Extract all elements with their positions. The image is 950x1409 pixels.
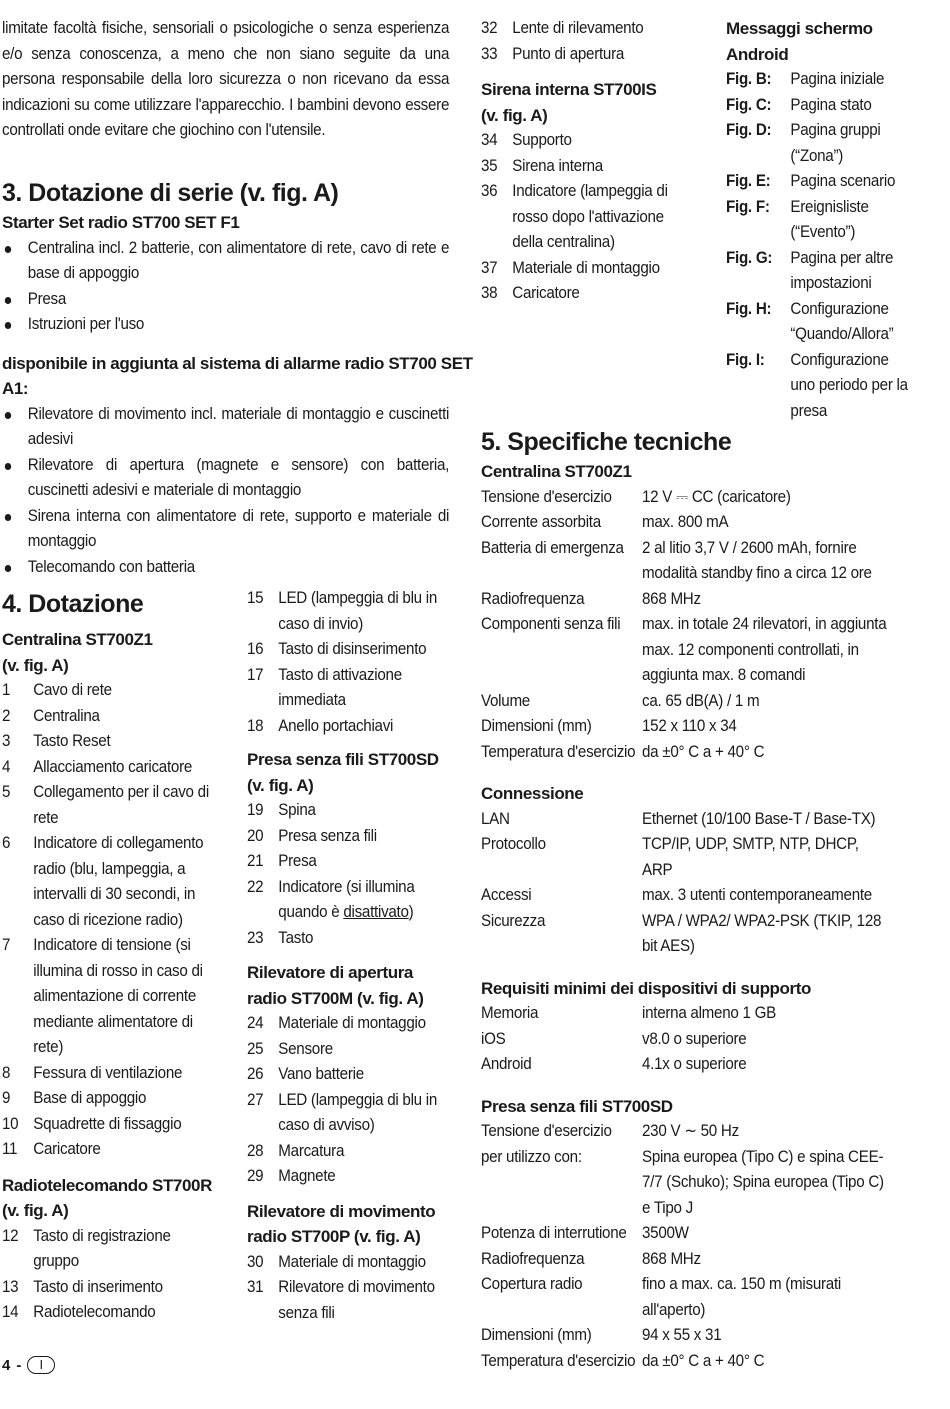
android-fig-item (726, 67, 910, 93)
spec-value: 12 V ⎓ CC (caricatore) (642, 487, 791, 506)
numbered-item (247, 663, 459, 714)
numbered-item (247, 1250, 459, 1276)
numbered-item (2, 678, 214, 704)
spec-row (481, 807, 890, 833)
parts-group (247, 960, 477, 1190)
list-item: Rilevatore di movimento incl. materiale di montaggio e cuscinetti adesivi (2, 402, 449, 453)
spec-value: 230 V ∼ 50 Hz (642, 1122, 739, 1140)
fig-description: Pagina per altre impostazioni (790, 248, 894, 292)
item-text: LED (lampeggia di blu in caso di avviso) (278, 1090, 438, 1134)
spec-value: 4.1x o superiore (642, 1055, 747, 1073)
spec-value: Spina europea (Tipo C) e spina CEE-7/7 (Schuko); Spina europea (Tipo C) e Tipo J (642, 1147, 884, 1217)
item-text: Cavo di rete (33, 681, 112, 699)
section-5 (481, 425, 926, 1374)
item-text: LED (lampeggia di blu in caso di invio) (278, 589, 438, 633)
spec-key: Sicurezza (481, 911, 546, 930)
item-text: Tasto di inserimento (33, 1277, 163, 1296)
item-number: 35 (481, 156, 498, 175)
spec-key: Dimensioni (mm) (481, 717, 592, 735)
spec-row (481, 689, 890, 715)
section-4-right-groups (481, 77, 711, 307)
android-fig-item (726, 297, 910, 348)
spec-value: v8.0 o superiore (642, 1029, 747, 1048)
item-number: 16 (247, 640, 264, 658)
section-4-right-list (481, 16, 711, 67)
spec-row (481, 1349, 890, 1375)
spec-value: 94 x 55 x 31 (642, 1326, 722, 1344)
item-text: Magnete (278, 1167, 336, 1185)
spec-value: max. 800 mA (642, 513, 729, 531)
numbered-item (2, 1137, 214, 1163)
item-text: Tasto (278, 928, 314, 947)
spec-value: da ±0° C a + 40° C (642, 1351, 765, 1370)
spec-group-title: Presa senza fili ST700SD (481, 1096, 673, 1116)
spec-key: Radiofrequenza (481, 1249, 585, 1268)
android-fig-item (726, 246, 910, 297)
fig-label: Fig. E: (726, 172, 771, 190)
item-text: Tasto di registrazione gruppo (33, 1226, 171, 1270)
fig-description: Configurazione “Quando/Allora” (790, 299, 894, 343)
item-number: 34 (481, 131, 498, 149)
parts-group (247, 1199, 477, 1327)
fig-label: Fig. H: (726, 299, 772, 318)
section-4-title: 4. Dotazione (2, 590, 144, 618)
item-number: 25 (247, 1039, 264, 1058)
item-text: Indicatore di tensione (si illumina di rosso in caso di alimentazione di corrente mediante alimentatore di rete) (33, 936, 203, 1056)
fig-description: Pagina stato (790, 95, 872, 114)
spec-row (481, 587, 890, 613)
spec-row (481, 1272, 890, 1323)
fig-description: Pagina iniziale (790, 70, 885, 88)
numbered-item (247, 714, 459, 740)
spec-row (481, 1001, 890, 1027)
group-title: Sirena interna ST700IS (v. fig. A) (481, 80, 657, 125)
item-number: 23 (247, 928, 264, 947)
spec-key: Potenza di interrutione (481, 1224, 627, 1242)
spec-key: per utilizzo con: (481, 1147, 582, 1166)
numbered-item (481, 16, 693, 42)
section-4-left (2, 587, 232, 1326)
item-number: 1 (2, 681, 11, 699)
footer-separator: - (16, 1356, 22, 1374)
spec-value: WPA / WPA2/ WPA2-PSK (TKIP, 128 bit AES) (642, 911, 882, 955)
item-number: 18 (247, 716, 264, 735)
numbered-item (2, 1275, 214, 1301)
android-fig-item (726, 169, 910, 195)
item-text: Supporto (512, 131, 572, 149)
spec-row (481, 510, 890, 536)
list-item: Centralina incl. 2 batterie, con alimentatore di rete, cavo di rete e base di appoggio (2, 236, 449, 287)
item-number: 36 (481, 182, 498, 200)
spec-row (481, 536, 890, 587)
item-text: Sensore (278, 1039, 333, 1058)
numbered-item (2, 831, 214, 933)
spec-group (481, 1094, 926, 1375)
fig-label: Fig. F: (726, 197, 770, 216)
fig-description: Pagina scenario (790, 172, 896, 190)
spec-key: Componenti senza fili (481, 615, 621, 633)
spec-key: Accessi (481, 886, 532, 904)
item-text: Tasto di attivazione immediata (278, 665, 402, 709)
fig-label: Fig. G: (726, 248, 773, 267)
numbered-item (481, 128, 693, 154)
spec-group (481, 976, 926, 1078)
spec-row (481, 1145, 890, 1222)
list-item: Istruzioni per l'uso (2, 312, 449, 338)
spec-key: Dimensioni (mm) (481, 1326, 592, 1344)
spec-groups (481, 459, 926, 1374)
numbered-item (2, 1061, 214, 1087)
spec-value: interna almeno 1 GB (642, 1004, 776, 1022)
fig-description: Configurazione uno periodo per la presa (790, 350, 908, 420)
spec-key: Memoria (481, 1004, 539, 1022)
item-number: 3 (2, 732, 11, 750)
spec-value: da ±0° C a + 40° C (642, 742, 765, 761)
item-text: Caricatore (512, 284, 580, 302)
starter-set-title: Starter Set radio ST700 SET F1 (2, 213, 240, 232)
spec-key: Temperatura d'esercizio (481, 1351, 636, 1370)
numbered-item (2, 1112, 214, 1138)
spec-row (481, 740, 890, 766)
item-number: 31 (247, 1278, 264, 1296)
item-text: Presa senza fili (278, 826, 377, 845)
spec-row (481, 1027, 890, 1053)
numbered-item (247, 824, 459, 850)
numbered-item (2, 704, 214, 730)
item-number: 30 (247, 1252, 264, 1271)
numbered-item (247, 1088, 459, 1139)
group-title: Presa senza fili ST700SD (v. fig. A) (247, 750, 439, 795)
numbered-item (247, 1062, 459, 1088)
underlined-text: disattivato (343, 903, 409, 921)
spec-row (481, 909, 890, 960)
android-fig-item (726, 118, 910, 169)
item-number: 12 (2, 1226, 19, 1245)
item-text: Base di appoggio (33, 1089, 147, 1107)
spec-row (481, 1247, 890, 1273)
item-text: Materiale di montaggio (278, 1014, 426, 1032)
spec-row (481, 1221, 890, 1247)
list-item: Presa (2, 287, 449, 313)
section-4-mid (247, 586, 477, 1326)
item-text: Spina (278, 801, 316, 819)
item-number: 7 (2, 936, 11, 954)
group-title: Radiotelecomando ST700R (v. fig. A) (2, 1175, 212, 1220)
numbered-item (247, 798, 459, 824)
item-number: 27 (247, 1090, 264, 1109)
spec-value: TCP/IP, UDP, SMTP, NTP, DHCP, ARP (642, 835, 859, 879)
page-number: 4 (2, 1356, 11, 1374)
spec-key: Volume (481, 691, 530, 710)
item-number: 8 (2, 1063, 11, 1082)
item-text: Marcatura (278, 1141, 345, 1160)
spec-row (481, 832, 890, 883)
item-number: 10 (2, 1114, 19, 1133)
android-messages (726, 16, 926, 424)
item-text: Tasto Reset (33, 732, 111, 750)
spec-row (481, 1323, 890, 1349)
section-4-right (481, 16, 711, 307)
item-number: 2 (2, 706, 11, 725)
list-item: Telecomando con batteria (2, 555, 449, 581)
spec-value: 2 al litio 3,7 V / 2600 mAh, fornire modalità standby fino a circa 12 ore (642, 538, 872, 582)
numbered-item (2, 1086, 214, 1112)
item-number: 17 (247, 665, 264, 684)
numbered-item (2, 1300, 214, 1326)
spec-key: Corrente assorbita (481, 513, 601, 531)
spec-value: Ethernet (10/100 Base-T / Base-TX) (642, 809, 876, 828)
extra-set-list (2, 402, 449, 581)
spec-group-title: Centralina ST700Z1 (481, 462, 632, 481)
spec-key: Tensione d'esercizio (481, 1122, 612, 1140)
android-figs (726, 67, 910, 424)
numbered-item (247, 926, 459, 952)
spec-row (481, 485, 890, 511)
extra-set-title: disponibile in aggiunta al sistema di allarme radio ST700 SET A1: (2, 353, 473, 398)
item-number: 26 (247, 1065, 264, 1083)
spec-row (481, 1119, 890, 1145)
item-text: Presa (278, 852, 317, 870)
item-text: Indicatore di collegamento radio (blu, lampeggia, a intervalli di 30 secondi, in caso di ricezione radio) (33, 834, 204, 929)
numbered-item (481, 154, 693, 180)
numbered-item (2, 780, 214, 831)
item-text: Radiotelecomando (33, 1303, 156, 1321)
item-text: Centralina (33, 706, 100, 725)
numbered-item (247, 586, 459, 637)
spec-key: Radiofrequenza (481, 589, 585, 608)
item-text: Tasto di disinserimento (278, 640, 427, 658)
item-text: Materiale di montaggio (278, 1252, 426, 1271)
item-text: Squadrette di fissaggio (33, 1114, 182, 1133)
item-text: Collegamento per il cavo di rete (33, 783, 209, 827)
spec-row (481, 714, 890, 740)
item-text: Materiale di montaggio (512, 258, 660, 277)
intro-paragraph: limitate facoltà fisiche, sensoriali o psicologiche o senza esperienza e/o senza conoscenza, a meno che non siano seguite da una persona responsabile della loro sicurezza o non ricevano da essa indicazioni su come utilizzare l'apparecchio. I bambini devono essere controllati onde evitare che giochino con l'utensile. (2, 19, 450, 139)
page-footer (2, 1356, 55, 1374)
item-number: 4 (2, 757, 11, 776)
spec-key: iOS (481, 1029, 506, 1048)
starter-set-list (2, 236, 449, 338)
item-number: 14 (2, 1303, 19, 1321)
parts-group (2, 627, 232, 1163)
item-number: 15 (247, 589, 264, 607)
fig-label: Fig. B: (726, 70, 772, 88)
section-4-left-groups (2, 627, 232, 1326)
spec-value: 152 x 110 x 34 (642, 717, 737, 735)
numbered-item (2, 755, 214, 781)
spec-key: Protocollo (481, 835, 546, 853)
section-4-mid-groups (247, 747, 477, 1326)
item-number: 28 (247, 1141, 264, 1160)
section-3-title: 3. Dotazione di serie (v. fig. A) (2, 179, 339, 207)
spec-key: Batteria di emergenza (481, 538, 624, 557)
numbered-item (481, 179, 693, 256)
android-fig-item (726, 195, 910, 246)
item-text: Vano batterie (278, 1065, 364, 1083)
parts-group (247, 747, 477, 951)
spec-group (481, 781, 926, 960)
item-text: Fessura di ventilazione (33, 1063, 183, 1082)
spec-group-title: Requisiti minimi dei dispositivi di supporto (481, 978, 811, 998)
section-3 (2, 176, 488, 580)
list-item: Sirena interna con alimentatore di rete, supporto e materiale di montaggio (2, 504, 449, 555)
section-5-title: 5. Specifiche tecniche (481, 428, 732, 456)
fig-description: Ereignisliste (“Evento”) (790, 197, 869, 241)
item-text: Anello portachiavi (278, 716, 394, 735)
numbered-item (247, 1139, 459, 1165)
numbered-item (247, 1037, 459, 1063)
numbered-item (2, 933, 214, 1061)
spec-value: max. 3 utenti contemporaneamente (642, 886, 872, 904)
item-number: 13 (2, 1277, 19, 1296)
item-number: 9 (2, 1089, 11, 1107)
spec-group-title: Connessione (481, 784, 584, 803)
item-number: 6 (2, 834, 11, 852)
group-title: Centralina ST700Z1 (v. fig. A) (2, 630, 153, 675)
item-number: 11 (2, 1140, 18, 1158)
spec-key: Android (481, 1055, 532, 1073)
numbered-item (247, 637, 459, 663)
item-text: Punto di apertura (512, 44, 625, 63)
item-number: 20 (247, 826, 264, 845)
section-4-mid-list (247, 586, 477, 739)
group-title: Rilevatore di apertura radio ST700M (v. fig. A) (247, 963, 424, 1008)
numbered-item (247, 849, 459, 875)
spec-value: 868 MHz (642, 589, 701, 608)
spec-value: max. in totale 24 rilevatori, in aggiunta max. 12 componenti controllati, in aggiunta max. 8 comandi (642, 615, 887, 684)
item-number: 37 (481, 258, 498, 277)
numbered-item (247, 1275, 459, 1326)
item-number: 32 (481, 19, 498, 37)
item-number: 29 (247, 1167, 264, 1185)
item-number: 21 (247, 852, 264, 870)
item-text: Allacciamento caricatore (33, 757, 193, 776)
fig-label: Fig. C: (726, 95, 772, 114)
item-text: Indicatore (lampeggia di rosso dopo l'attivazione della centralina) (512, 182, 668, 251)
item-number: 22 (247, 877, 264, 896)
item-number: 33 (481, 44, 498, 63)
numbered-item (2, 729, 214, 755)
numbered-item (247, 1164, 459, 1190)
android-fig-item (726, 348, 910, 425)
numbered-item (481, 281, 693, 307)
spec-value: 3500W (642, 1224, 689, 1242)
android-fig-item (726, 93, 910, 119)
numbered-item (2, 1224, 214, 1275)
item-number: 5 (2, 783, 11, 801)
spec-key: LAN (481, 809, 510, 828)
fig-label: Fig. D: (726, 121, 772, 139)
fig-label: Fig. I: (726, 350, 765, 369)
fig-description: Pagina gruppi (“Zona”) (790, 121, 881, 165)
numbered-item (247, 1011, 459, 1037)
item-text: Indicatore (si illumina quando è disattivato) (278, 877, 415, 921)
spec-row (481, 1052, 890, 1078)
numbered-item (481, 42, 693, 68)
item-text: Lente di rilevamento (512, 19, 644, 37)
spec-key: Temperatura d'esercizio (481, 742, 636, 761)
item-number: 19 (247, 801, 264, 819)
spec-group (481, 459, 926, 765)
item-text: Rilevatore di movimento senza fili (278, 1278, 435, 1322)
spec-value: 868 MHz (642, 1249, 701, 1268)
spec-row (481, 883, 890, 909)
item-text: Sirena interna (512, 156, 603, 175)
item-text: Caricatore (33, 1140, 101, 1158)
group-title: Rilevatore di movimento radio ST700P (v. fig. A) (247, 1201, 436, 1246)
list-item: Rilevatore di apertura (magnete e sensore) con batteria, cuscinetti adesivi e materiale di montaggio (2, 453, 449, 504)
spec-value: fino a max. ca. 150 m (misurati all'aperto) (642, 1275, 841, 1319)
android-title: Messaggi schermo Android (726, 19, 873, 64)
item-number: 38 (481, 284, 498, 302)
parts-group (481, 77, 711, 307)
numbered-item (481, 256, 693, 282)
spec-key: Copertura radio (481, 1275, 583, 1293)
item-number: 24 (247, 1014, 264, 1032)
numbered-item (247, 875, 459, 926)
parts-group (2, 1173, 232, 1326)
spec-value: ca. 65 dB(A) / 1 m (642, 691, 760, 710)
spec-row (481, 612, 890, 689)
spec-key: Tensione d'esercizio (481, 487, 612, 506)
language-badge: I (27, 1356, 55, 1374)
